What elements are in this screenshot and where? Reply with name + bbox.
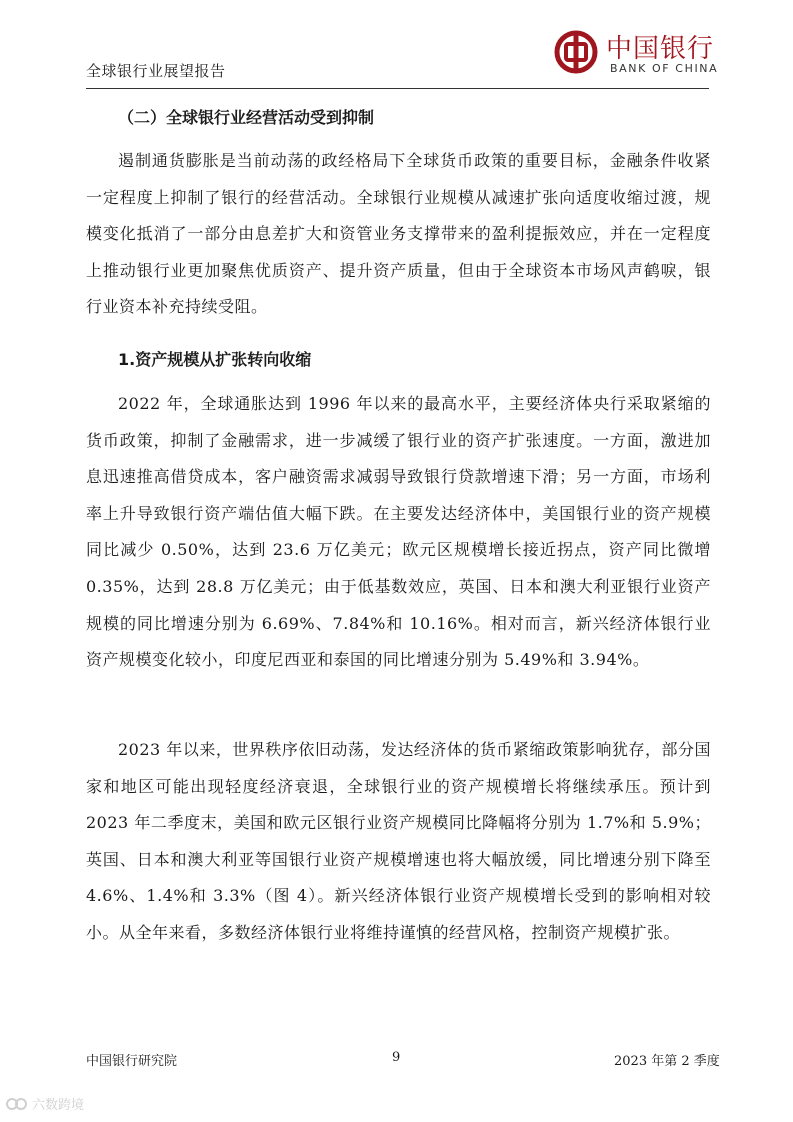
report-title: 全球银行业展望报告 [86, 62, 226, 80]
header-divider [86, 88, 709, 89]
footer-quarter: 2023 年第 2 季度 [614, 1054, 720, 1069]
watermark-logo-icon [6, 1097, 28, 1111]
paragraph-3: 2023 年以来，世界秩序依旧动荡，发达经济体的货币紧缩政策影响犹存，部分国家和地区可能出现轻度经济衰退，全球银行业的资产规模增长将继续承压。预计到 2023 年二季度末，美国和欧元区银行业资产规模同比降幅将分别为 1.7%和 5.9%；英国、日本和澳大利亚等国银行业资产规模增速也将大幅放缓，同比增速分别下降至 4.6%、1.4%和 3.3%（图 4）。新兴经济体银行业资产规模增长受到的影响相对较小。从全年来看，多数经济体银行业将维持谨慎的经营风格，控制资产规模扩张。 [86, 740, 711, 942]
bank-of-china-logo [554, 28, 719, 84]
watermark [6, 1094, 84, 1113]
section-heading-2: （二）全球银行业经营活动受到抑制 [118, 108, 375, 127]
logo-english-text: BANK OF CHINA [610, 62, 719, 75]
paragraph-1: 遏制通货膨胀是当前动荡的政经格局下全球货币政策的重要目标，金融条件收紧一定程度上抑制了银行的经营活动。全球银行业规模从减速扩张向适度收缩过渡，规模变化抵消了一部分由息差扩大和资管业务支撑带来的盈利提振效应，并在一定程度上推动银行业更加聚焦优质资产、提升资产质量，但由于全球资本市场风声鹤唳，银行业资本补充持续受阻。 [86, 151, 711, 317]
subsection-heading-1: 1.资产规模从扩张转向收缩 [118, 350, 312, 369]
logo-chinese-text: 中国银行 [606, 34, 715, 64]
watermark-text: 六数跨境 [32, 1098, 85, 1113]
footer-page-number: 9 [392, 1050, 401, 1065]
footer-institute: 中国银行研究院 [86, 1054, 178, 1069]
bank-of-china-emblem-icon [554, 30, 598, 74]
paragraph-2: 2022 年，全球通胀达到 1996 年以来的最高水平，主要经济体央行采取紧缩的货币政策，抑制了金融需求，进一步减缓了银行业的资产扩张速度。一方面，激进加息迅速推高借贷成本，客户融资需求减弱导致银行贷款增速下滑；另一方面，市场利率上升导致银行资产端估值大幅下跌。在主要发达经济体中，美国银行业的资产规模同比减少 0.50%，达到 23.6 万亿美元；欧元区规模增长接近拐点，资产同比微增 0.35%，达到 28.8 万亿美元；由于低基数效应，英国、日本和澳大利亚银行业资产规模的同比增速分别为 6.69%、7.84%和 10.16%。相对而言，新兴经济体银行业资产规模变化较小，印度尼西亚和泰国的同比增速分别为 5.49%和 3.94%。 [86, 394, 711, 670]
